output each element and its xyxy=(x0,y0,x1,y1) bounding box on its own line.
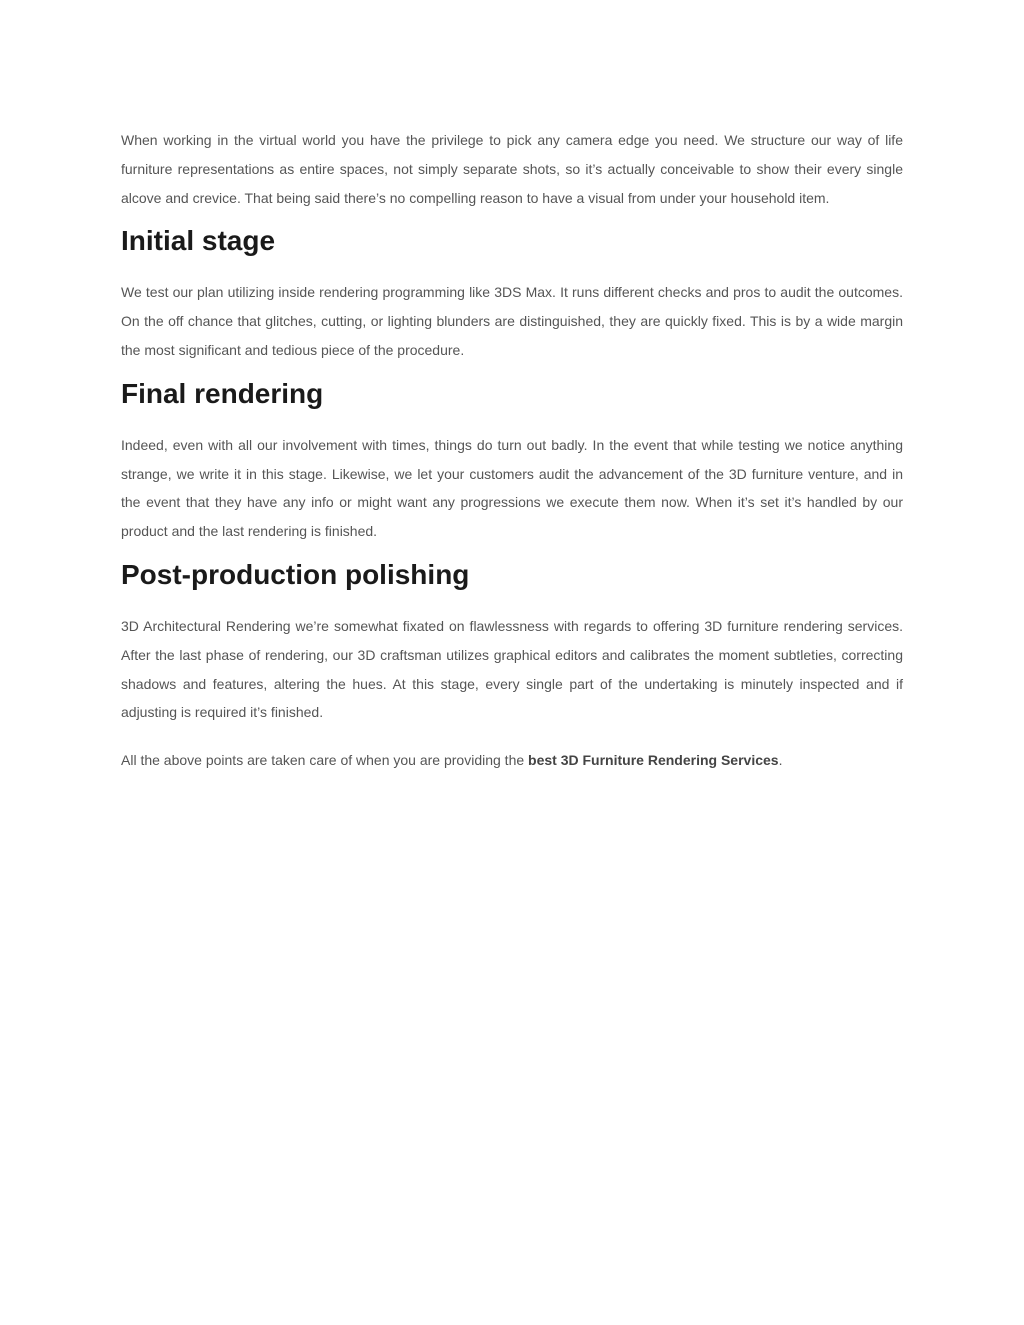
heading-post-production: Post-production polishing xyxy=(121,558,470,590)
post-production-paragraph: 3D Architectural Rendering we’re somewhat fixated on flawlessness with regards to offering 3D furniture rendering services. After the last phase of rendering, our 3D craftsman utilizes graphical editors and calibrates the moment subtleties, correcting shadows and features, altering the hues. At this stage, every single part of the undertaking is minutely inspected and if adjusting is required it’s finished. xyxy=(121,617,903,721)
document-page xyxy=(121,126,903,775)
final-rendering-paragraph: Indeed, even with all our involvement with times, things do turn out badly. In the event that while testing we notice anything strange, we write it in this stage. Likewise, we let your customers audit the advancement of the 3D furniture venture, and in the event that they have any info or might want any progressions we execute them now. When it’s set it’s handled by our product and the last rendering is finished. xyxy=(121,436,903,540)
closing-text-before: All the above points are taken care of when you are providing the xyxy=(121,752,529,769)
services-link[interactable]: best 3D Furniture Rendering Services xyxy=(528,752,779,769)
closing-paragraph xyxy=(121,746,903,775)
heading-initial-stage: Initial stage xyxy=(121,225,276,257)
heading-final-rendering: Final rendering xyxy=(121,377,324,409)
intro-paragraph: When working in the virtual world you have the privilege to pick any camera edge you need. We structure our way of life furniture representations as entire spaces, not simply separate shots, so it’s actually conceivable to show their every single alcove and crevice. That being said there’s no compelling reason to have a visual from under your household item. xyxy=(121,132,903,206)
initial-stage-paragraph: We test our plan utilizing inside rendering programming like 3DS Max. It runs different checks and pros to audit the outcomes. On the off chance that glitches, cutting, or lighting blunders are distinguished, they are quickly fixed. This is by a wide margin the most significant and tedious piece of the procedure. xyxy=(121,284,903,358)
closing-text-after: . xyxy=(778,752,783,769)
